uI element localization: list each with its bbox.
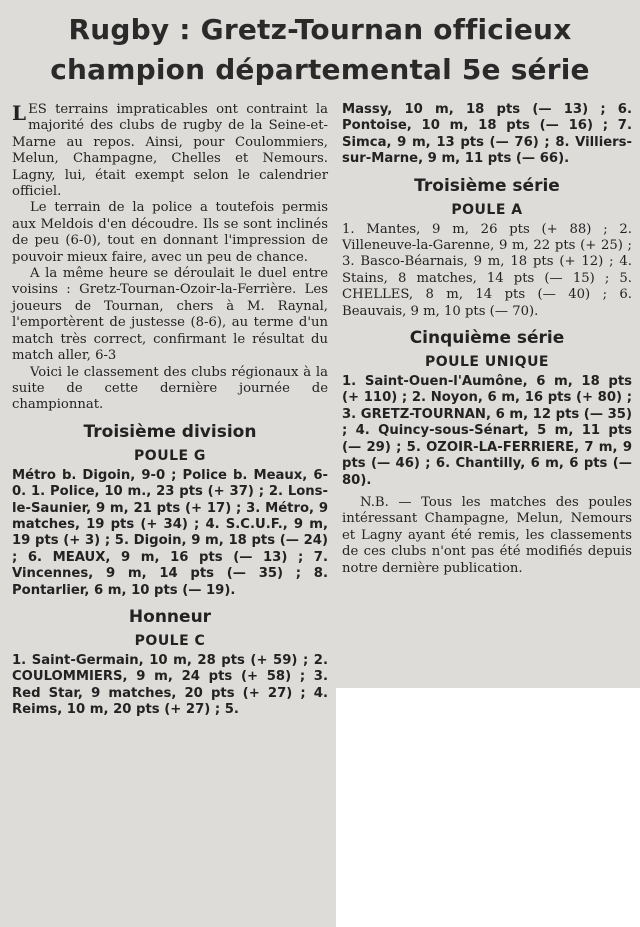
headline	[0, 10, 640, 90]
blank-area	[336, 688, 640, 927]
headline-line-2: champion départemental 5e série	[50, 53, 590, 86]
pool-g-heading: POULE G	[134, 447, 206, 464]
pool-a-heading: POULE A	[451, 201, 523, 218]
section-title-troisieme-serie: Troisième série	[414, 175, 560, 196]
right-column	[342, 102, 632, 577]
cinquieme-serie-results: 1. Saint-Ouen-l'Aumône, 6 m, 18 pts (+ 110) ; 2. Noyon, 6 m, 16 pts (+ 80) ; 3. GRETZ-TOURNAN, 6 m, 12 pts (— 35) ; 4. Quincy-sous-Sénart, 5 m, 11 pts (— 29) ; 5. OZOIR-LA-FERRIERE, 7 m, 9 pts (— 46) ; 6. Chantilly, 6 m, 6 pts (— 80).	[342, 374, 632, 488]
troisieme-serie-results: 1. Mantes, 9 m, 26 pts (+ 88) ; 2. Villeneuve-la-Garenne, 9 m, 22 pts (+ 25) ; 3. Basco-Béarnais, 9 m, 18 pts (+ 12) ; 4. Stains, 8 matches, 14 pts (— 15) ; 5. CHELLES, 8 m, 14 pts (— 40) ; 6. Beauvais, 9 m, 10 pts (— 70).	[342, 221, 632, 319]
intro-paragraph-4: Voici le classement des clubs régionaux à la suite de cette dernière journée de championnat.	[12, 364, 328, 413]
headline-line-1: Rugby : Gretz-Tournan officieux	[68, 13, 572, 46]
honneur-results: 1. Saint-Germain, 10 m, 28 pts (+ 59) ; 2. COULOMMIERS, 9 m, 24 pts (+ 58) ; 3. Red Star, 9 matches, 20 pts (+ 27) ; 4. Reims, 10 m, 20 pts (+ 27) ; 5.	[12, 652, 328, 718]
intro-paragraph-1	[12, 102, 328, 200]
intro-paragraph-2: Le terrain de la police a toutefois permis aux Meldois d'en découdre. Ils se sont inclinés de peu (6-0), tout en donnant l'impression de pouvoir mieux faire, avec un peu de chance.	[12, 200, 328, 265]
intro-paragraph-3: A la même heure se déroulait le duel entre voisins : Gretz-Tournan-Ozoir-la-Ferrière. Les joueurs de Tournan, chers à M. Raynal, l'emportèrent de justesse (8-6), au terme d'un match très correct, confirmant le résultat du match aller, 6-3	[12, 266, 328, 364]
intro-paragraph-1-text: ES terrains impraticables ont contraint la majorité des clubs de rugby de la Seine-et-Marne au repos. Ainsi, pour Coulommiers, Melun, Champagne, Chelles et Nemours. Lagny, lui, était exempt selon le calendrier officiel.	[12, 102, 328, 200]
drop-cap: L	[12, 101, 27, 125]
section-title-honneur: Honneur	[128, 606, 212, 627]
section-title-cinquieme-serie: Cinquième série	[409, 328, 565, 349]
honneur-results-continued: Massy, 10 m, 18 pts (— 13) ; 6. Pontoise, 10 m, 18 pts (— 16) ; 7. Simca, 9 m, 13 pts (— 76) ; 8. Villiers-sur-Marne, 9 m, 11 pts (— 66).	[342, 102, 632, 167]
troisieme-division-results: Métro b. Digoin, 9-0 ; Police b. Meaux, 6-0. 1. Police, 10 m., 23 pts (+ 37) ; 2. Lons-le-Saunier, 9 m, 21 pts (+ 17) ; 3. Métro, 9 matches, 19 pts (+ 34) ; 4. S.C.U.F., 9 m, 19 pts (+ 3) ; 5. Digoin, 9 m, 18 pts (— 24) ; 6. MEAUX, 9 m, 16 pts (— 13) ; 7. Vincennes, 9 m, 14 pts (— 35) ; 8. Pontarlier, 6 m, 10 pts (— 19).	[12, 467, 328, 598]
section-title-troisieme-division: Troisième division	[83, 421, 257, 442]
pool-c-heading: POULE C	[134, 632, 206, 649]
left-column	[12, 102, 328, 719]
nota-bene-paragraph: N.B. — Tous les matches des poules intéressant Champagne, Melun, Nemours et Lagny ayant été remis, les classements de ces clubs n'ont pas été modifiés depuis notre dernière publication.	[342, 494, 632, 576]
pool-unique-heading: POULE UNIQUE	[424, 354, 549, 371]
